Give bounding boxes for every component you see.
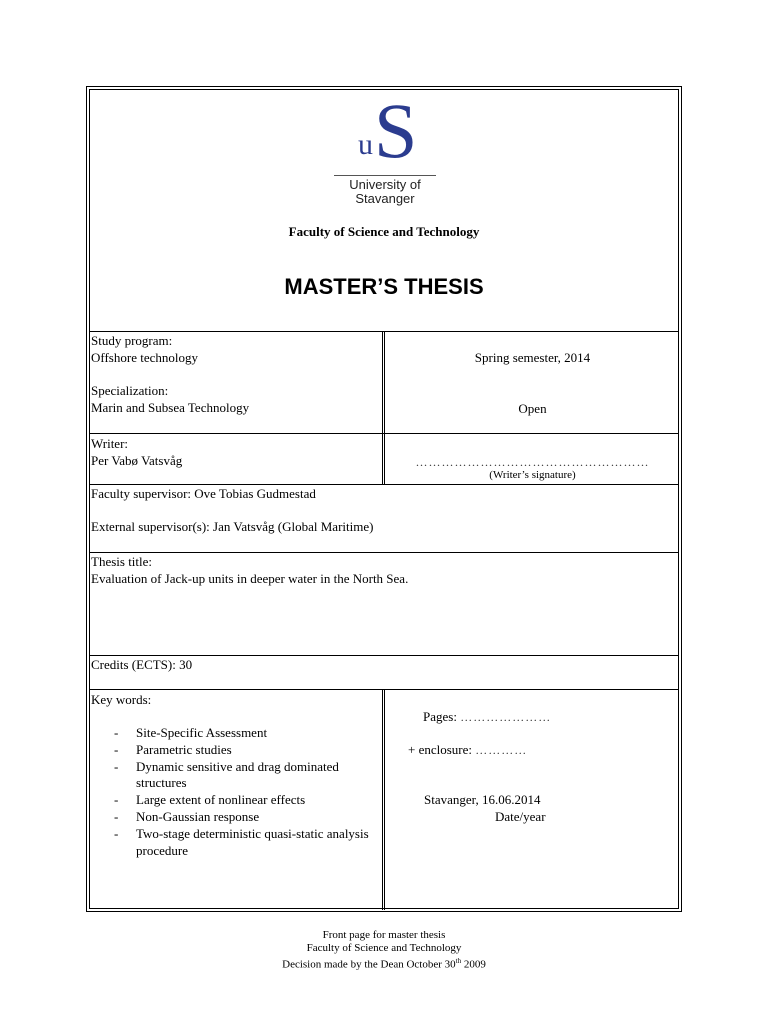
page-title: MASTER’S THESIS — [284, 274, 484, 299]
footer-decision-text: Decision made by the Dean October 30 — [282, 958, 456, 971]
thesis-title-label: Thesis title: — [91, 554, 153, 569]
enclosure-label: + enclosure: — [408, 742, 473, 757]
keywords-list — [109, 725, 381, 859]
footer-superscript: th — [455, 957, 462, 965]
column-divider — [382, 332, 385, 484]
faculty-supervisor: Faculty supervisor: Ove Tobias Gudmestad — [91, 486, 316, 501]
keyword-item: - Non-Gaussian response — [109, 809, 381, 826]
specialization-value: Marin and Subsea Technology — [91, 400, 250, 415]
writer-label: Writer: — [91, 436, 129, 451]
logo-large-s: S — [374, 87, 418, 174]
keyword-item: - Dynamic sensitive and drag dominated structures — [109, 759, 381, 793]
keyword-item: - Parametric studies — [109, 742, 381, 759]
signature-caption: (Writer’s signature) — [489, 469, 576, 481]
footer-line-1: Front page for master thesis — [322, 929, 446, 941]
pages-field — [423, 709, 551, 725]
pages-label: Pages: — [423, 709, 457, 724]
enclosure-field — [408, 742, 527, 758]
logo-rule — [334, 175, 436, 176]
signature-line: ……………………………………………… — [415, 455, 650, 469]
study-program-label: Study program: — [91, 333, 173, 348]
keyword-item: - Site-Specific Assessment — [109, 725, 381, 742]
credits: Credits (ECTS): 30 — [91, 657, 193, 672]
footer-line-2: Faculty of Science and Technology — [306, 942, 462, 954]
table-rule — [89, 552, 679, 553]
study-program-value: Offshore technology — [91, 350, 198, 365]
table-rule — [89, 655, 679, 656]
university-logo — [330, 87, 440, 210]
enclosure-dots: ………… — [475, 743, 528, 757]
footer-year: 2009 — [461, 958, 486, 971]
specialization-label: Specialization: — [91, 383, 169, 398]
faculty-heading: Faculty of Science and Technology — [288, 224, 480, 239]
keyword-item: - Two-stage deterministic quasi-static analysis procedure — [109, 826, 381, 860]
thesis-title-value: Evaluation of Jack-up units in deeper water in the North Sea. — [91, 571, 409, 586]
university-name-line1: University of — [349, 177, 421, 192]
place-date: Stavanger, 16.06.2014 — [424, 792, 541, 807]
table-rule — [89, 484, 679, 485]
external-supervisor: External supervisor(s): Jan Vatsvåg (Global Maritime) — [91, 519, 374, 534]
logo-small-u: u — [358, 128, 373, 161]
semester-value: Spring semester, 2014 — [474, 350, 591, 365]
writer-name: Per Vabø Vatsvåg — [91, 453, 183, 468]
pages-dots: ………………… — [460, 710, 552, 724]
keyword-item: - Large extent of nonlinear effects — [109, 792, 381, 809]
date-caption: Date/year — [495, 809, 546, 824]
column-divider — [382, 690, 385, 910]
footer-line-3 — [0, 955, 768, 971]
keywords-label: Key words: — [91, 692, 152, 707]
access-status: Open — [518, 401, 547, 416]
university-name-line2: Stavanger — [355, 191, 415, 206]
